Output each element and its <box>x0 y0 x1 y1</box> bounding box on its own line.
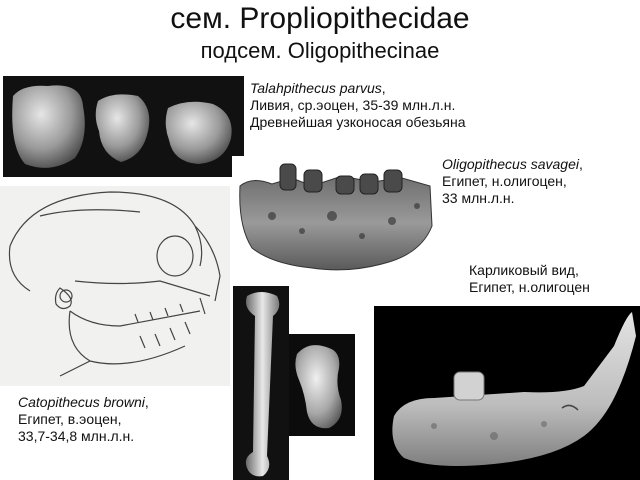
oligopithecus-location: Египет, н.олигоцен, <box>442 173 567 189</box>
slide-title: сем. Propliopithecidae <box>170 2 470 35</box>
dwarf-species-location: Египет, н.олигоцен <box>469 279 590 295</box>
catopithecus-skull-drawing <box>0 186 230 386</box>
teeth-photo <box>3 76 244 177</box>
talahpithecus-location: Ливия, ср.эоцен, 35-39 млн.л.н. <box>250 97 456 113</box>
dwarf-species-caption <box>469 262 590 296</box>
dwarf-species-label: Карликовый вид, <box>469 262 579 278</box>
dwarf-jaw-photo <box>374 306 640 480</box>
oligopithecus-jaw-photo <box>232 156 437 288</box>
catopithecus-location: Египет, в.эоцен, <box>18 411 122 427</box>
catopithecus-name: Catopithecus browni <box>18 394 145 410</box>
slide-subtitle: подсем. Oligopithecinae <box>200 38 440 63</box>
oligopithecus-name: Oligopithecus savagei <box>442 156 579 172</box>
small-bone-photo <box>289 334 355 436</box>
catopithecus-age: 33,7-34,8 млн.л.н. <box>18 428 135 444</box>
oligopithecus-caption: Oligopithecus savagei, Египет, н.олигоцен, 33 млн.л.н. <box>442 156 583 206</box>
talahpithecus-name: Talahpithecus parvus <box>250 80 382 96</box>
oligopithecus-age: 33 млн.л.н. <box>442 190 515 206</box>
talahpithecus-caption: Talahpithecus parvus, Ливия, ср.эоцен, 35-39 млн.л.н. Древнейшая узконосая обезьяна <box>250 80 466 130</box>
talahpithecus-note: Древнейшая узконосая обезьяна <box>250 114 466 130</box>
long-bone-photo <box>233 286 289 480</box>
catopithecus-caption: Catopithecus browni, Египет, в.эоцен, 33,7-34,8 млн.л.н. <box>18 394 149 444</box>
